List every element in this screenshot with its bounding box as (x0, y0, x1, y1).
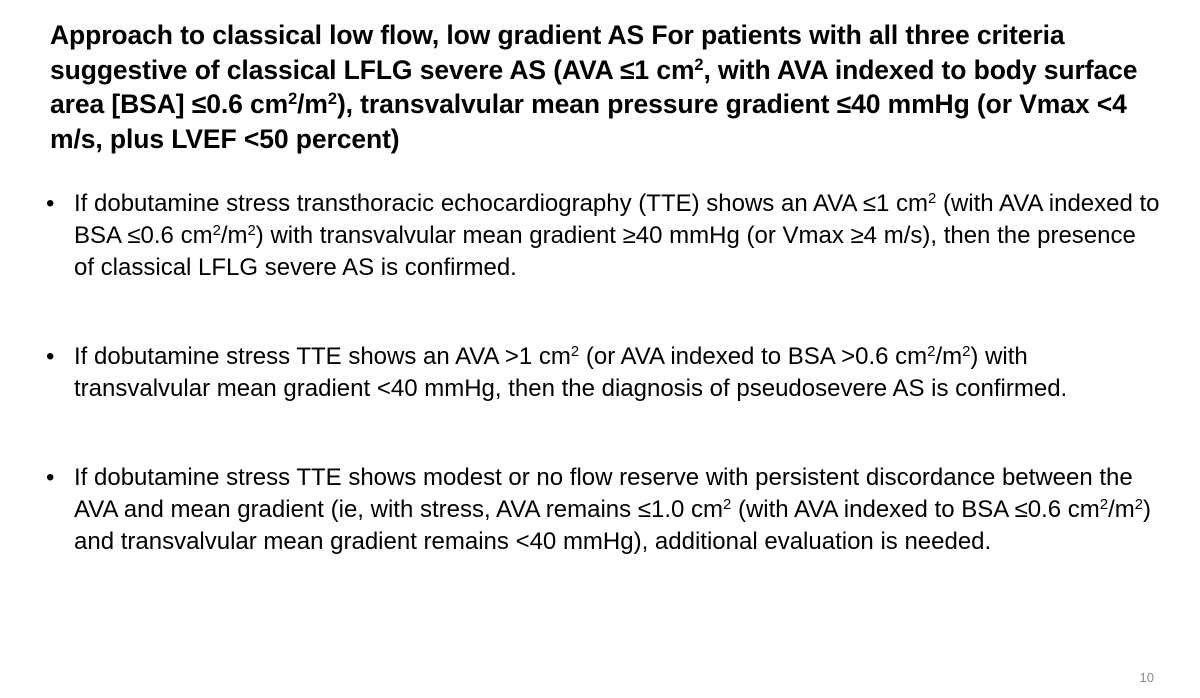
superscript: 2 (327, 89, 337, 108)
bullet-text: (with AVA indexed to BSA ≤0.6 cm (731, 496, 1100, 523)
bullet-list (46, 188, 1161, 558)
superscript: 2 (962, 343, 971, 360)
bullet-text: If dobutamine stress transthoracic echocardiography (TTE) shows an AVA ≤1 cm (74, 190, 928, 217)
bullet-text: If dobutamine stress TTE shows an AVA >1 cm (74, 343, 571, 370)
page-number: 10 (1139, 670, 1154, 685)
bullet-text: (or AVA indexed to BSA >0.6 cm (579, 343, 928, 370)
bullet-icon: • (46, 343, 55, 370)
superscript: 2 (1099, 496, 1109, 513)
superscript: 2 (1134, 496, 1144, 513)
bullet-item-additional-evaluation (46, 462, 1161, 558)
superscript: 2 (288, 89, 298, 108)
bullet-text: /m (220, 222, 248, 249)
bullet-text: /m (935, 343, 963, 370)
bullet-text: ) with transvalvular mean gradient <40 mmHg, then the diagnosis of pseudosevere AS is confirmed. (74, 343, 1068, 402)
bullet-icon: • (46, 190, 55, 217)
bullet-text: If dobutamine stress TTE shows modest or no flow reserve with persistent discordance between the AVA and mean gradient (ie, with stress, AVA remains ≤1.0 cm (74, 464, 1133, 523)
bullet-text: ) and transvalvular mean gradient remains <40 mmHg), additional evaluation is needed. (74, 496, 1152, 555)
bullet-item-confirmed-severe (46, 188, 1161, 284)
bullet-text: (with AVA indexed to BSA ≤0.6 cm (74, 190, 1160, 249)
superscript: 2 (928, 190, 937, 207)
superscript: 2 (570, 343, 580, 360)
superscript: 2 (694, 55, 704, 74)
title-text: Approach to classical low flow, low gradient AS For patients with all three criteria suggestive of classical LFLG severe AS (AVA ≤1 cm (50, 20, 1065, 85)
bullet-text: ) with transvalvular mean gradient ≥40 mmHg (or Vmax ≥4 m/s), then the presence of classical LFLG severe AS is confirmed. (74, 222, 1136, 281)
superscript: 2 (247, 222, 256, 239)
superscript: 2 (212, 222, 221, 239)
superscript: 2 (927, 343, 936, 360)
title-text: , with AVA indexed to body surface area [BSA] ≤0.6 cm (50, 54, 1138, 119)
bullet-item-pseudosevere (46, 341, 1161, 405)
title-text: /m (297, 89, 328, 119)
title-text: ), transvalvular mean pressure gradient ≤40 mmHg (or Vmax <4 m/s, plus LVEF <50 percent) (50, 89, 1127, 154)
slide-title (50, 18, 1175, 156)
bullet-icon: • (46, 464, 55, 491)
superscript: 2 (723, 496, 732, 513)
bullet-text: /m (1108, 496, 1135, 523)
